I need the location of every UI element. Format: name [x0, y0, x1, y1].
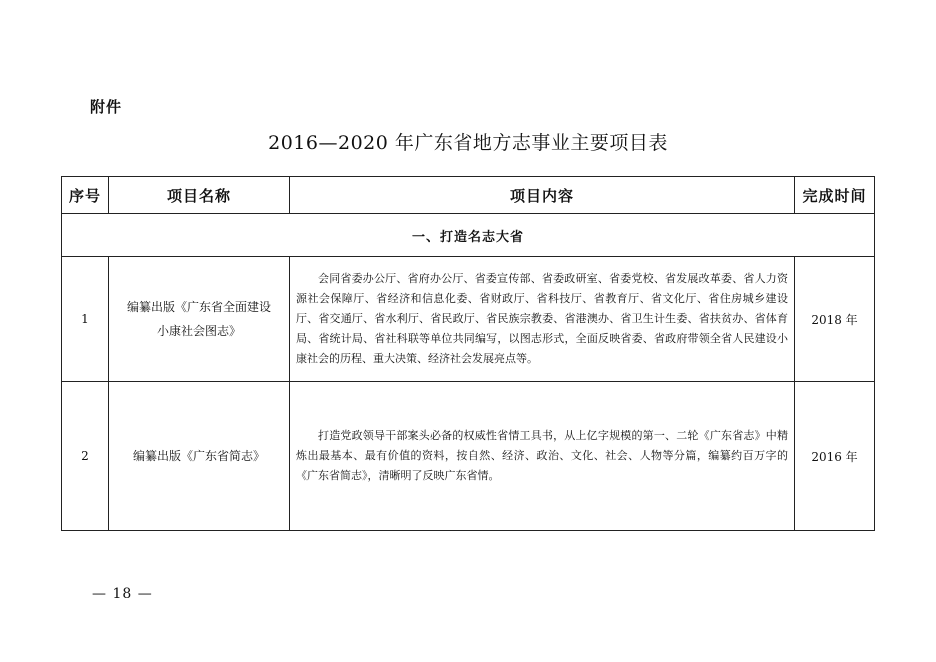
column-header-number: 序号 [62, 177, 109, 214]
row-number: 1 [62, 257, 109, 382]
page-number: — 18 — [92, 586, 153, 602]
table-header-row [62, 177, 875, 214]
project-content: 会同省委办公厅、省府办公厅、省委宣传部、省委政研室、省委党校、省发展改革委、省人力资源社会保障厅、省经济和信息化委、省财政厅、省科技厅、省教育厅、省文化厅、省住房城乡建设厅、省交通厅、省水利厅、省民政厅、省民族宗教委、省港澳办、省卫生计生委、省扶贫办、省体育局、省统计局、省社科联等单位共同编写，以图志形式，全面反映省委、省政府带领全省人民建设小康社会的历程、重大决策、经济社会发展亮点等。 [290, 257, 795, 382]
section-row [62, 214, 875, 257]
attachment-label: 附件 [90, 98, 123, 116]
column-header-name: 项目名称 [109, 177, 290, 214]
table-row [62, 382, 875, 531]
project-name: 编纂出版《广东省简志》 [109, 382, 290, 531]
completion-time: 2018 年 [795, 257, 875, 382]
row-number: 2 [62, 382, 109, 531]
projects-table [61, 176, 875, 531]
table-row [62, 257, 875, 382]
completion-time: 2016 年 [795, 382, 875, 531]
document-title: 2016—2020 年广东省地方志事业主要项目表 [268, 132, 668, 154]
project-content: 打造党政领导干部案头必备的权威性省情工具书，从上亿字规模的第一、二轮《广东省志》中精炼出最基本、最有价值的资料，按自然、经济、政治、文化、社会、人物等分篇，编纂约百万字的《广东省简志》，清晰明了反映广东省情。 [290, 382, 795, 531]
project-name: 编纂出版《广东省全面建设小康社会图志》 [109, 257, 290, 382]
section-heading: 一、打造名志大省 [62, 214, 875, 257]
column-header-time: 完成时间 [795, 177, 875, 214]
column-header-content: 项目内容 [290, 177, 795, 214]
